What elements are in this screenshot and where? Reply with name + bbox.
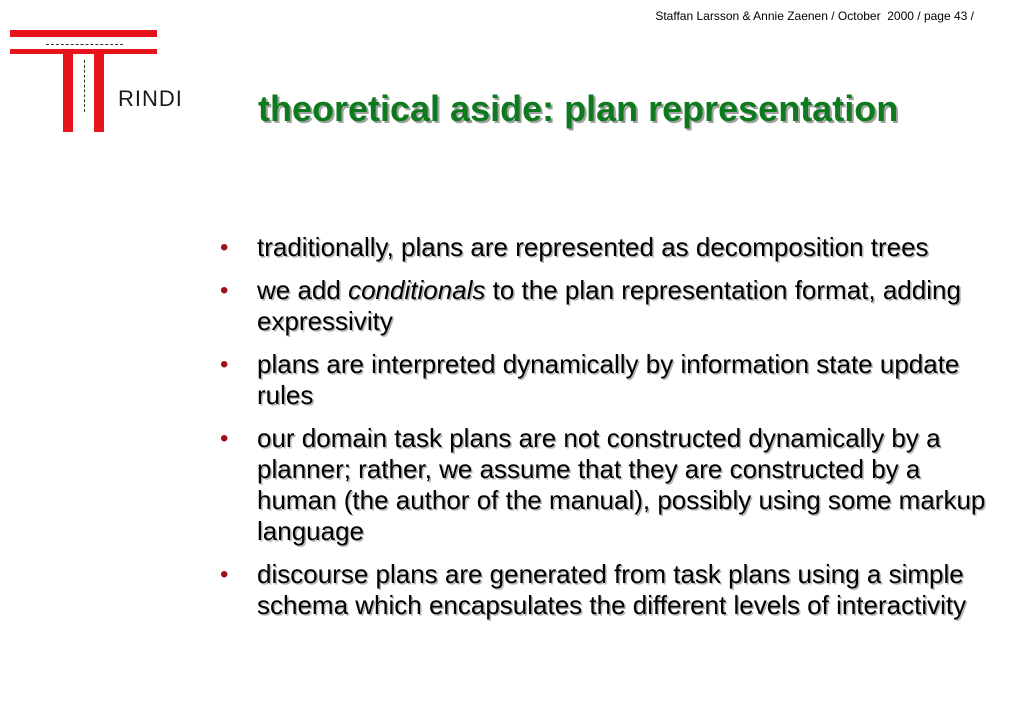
bullet-text: discourse plans are generated from task plans using a simple schema which encapsulates the different levels of interactivity [257,559,967,620]
bullet-list [220,232,990,633]
bullet-dot-icon: • [220,234,229,261]
logo-dashed-line [46,44,123,45]
bullet-item [220,349,990,411]
slide-footer-meta: Staffan Larsson & Annie Zaenen / October 2000 / page 43 / [655,9,974,23]
logo-dashed-divider [84,60,85,112]
logo-left-pillar [63,52,73,132]
logo-right-pillar [94,52,104,132]
bullet-dot-icon: • [220,561,229,588]
bullet-dot-icon: • [220,351,229,378]
bullet-text: plans are interpreted dynamically by information state update rules [257,349,960,410]
bullet-text: our domain task plans are not constructed dynamically by a planner; rather, we assume that they are constructed by a human (the author of the manual), possibly using some markup language [257,423,986,546]
slide-title: theoretical aside: plan representation [258,88,899,129]
trindi-logo [0,0,230,150]
bullet-dot-icon: • [220,277,229,304]
logo-top-bar [10,30,157,37]
bullet-item [220,423,990,547]
logo-second-bar [10,49,157,54]
logo-text: RINDI [118,86,183,111]
bullet-text: traditionally, plans are represented as decomposition trees [257,232,929,262]
bullet-text-before: we add [257,275,349,305]
bullet-dot-icon: • [220,425,229,452]
bullet-item [220,232,990,263]
bullet-item [220,559,990,621]
bullet-item [220,275,990,337]
bullet-emphasis: conditionals [348,275,486,305]
bullet-text-after: to the plan representation format, adding expressivity [257,275,961,336]
